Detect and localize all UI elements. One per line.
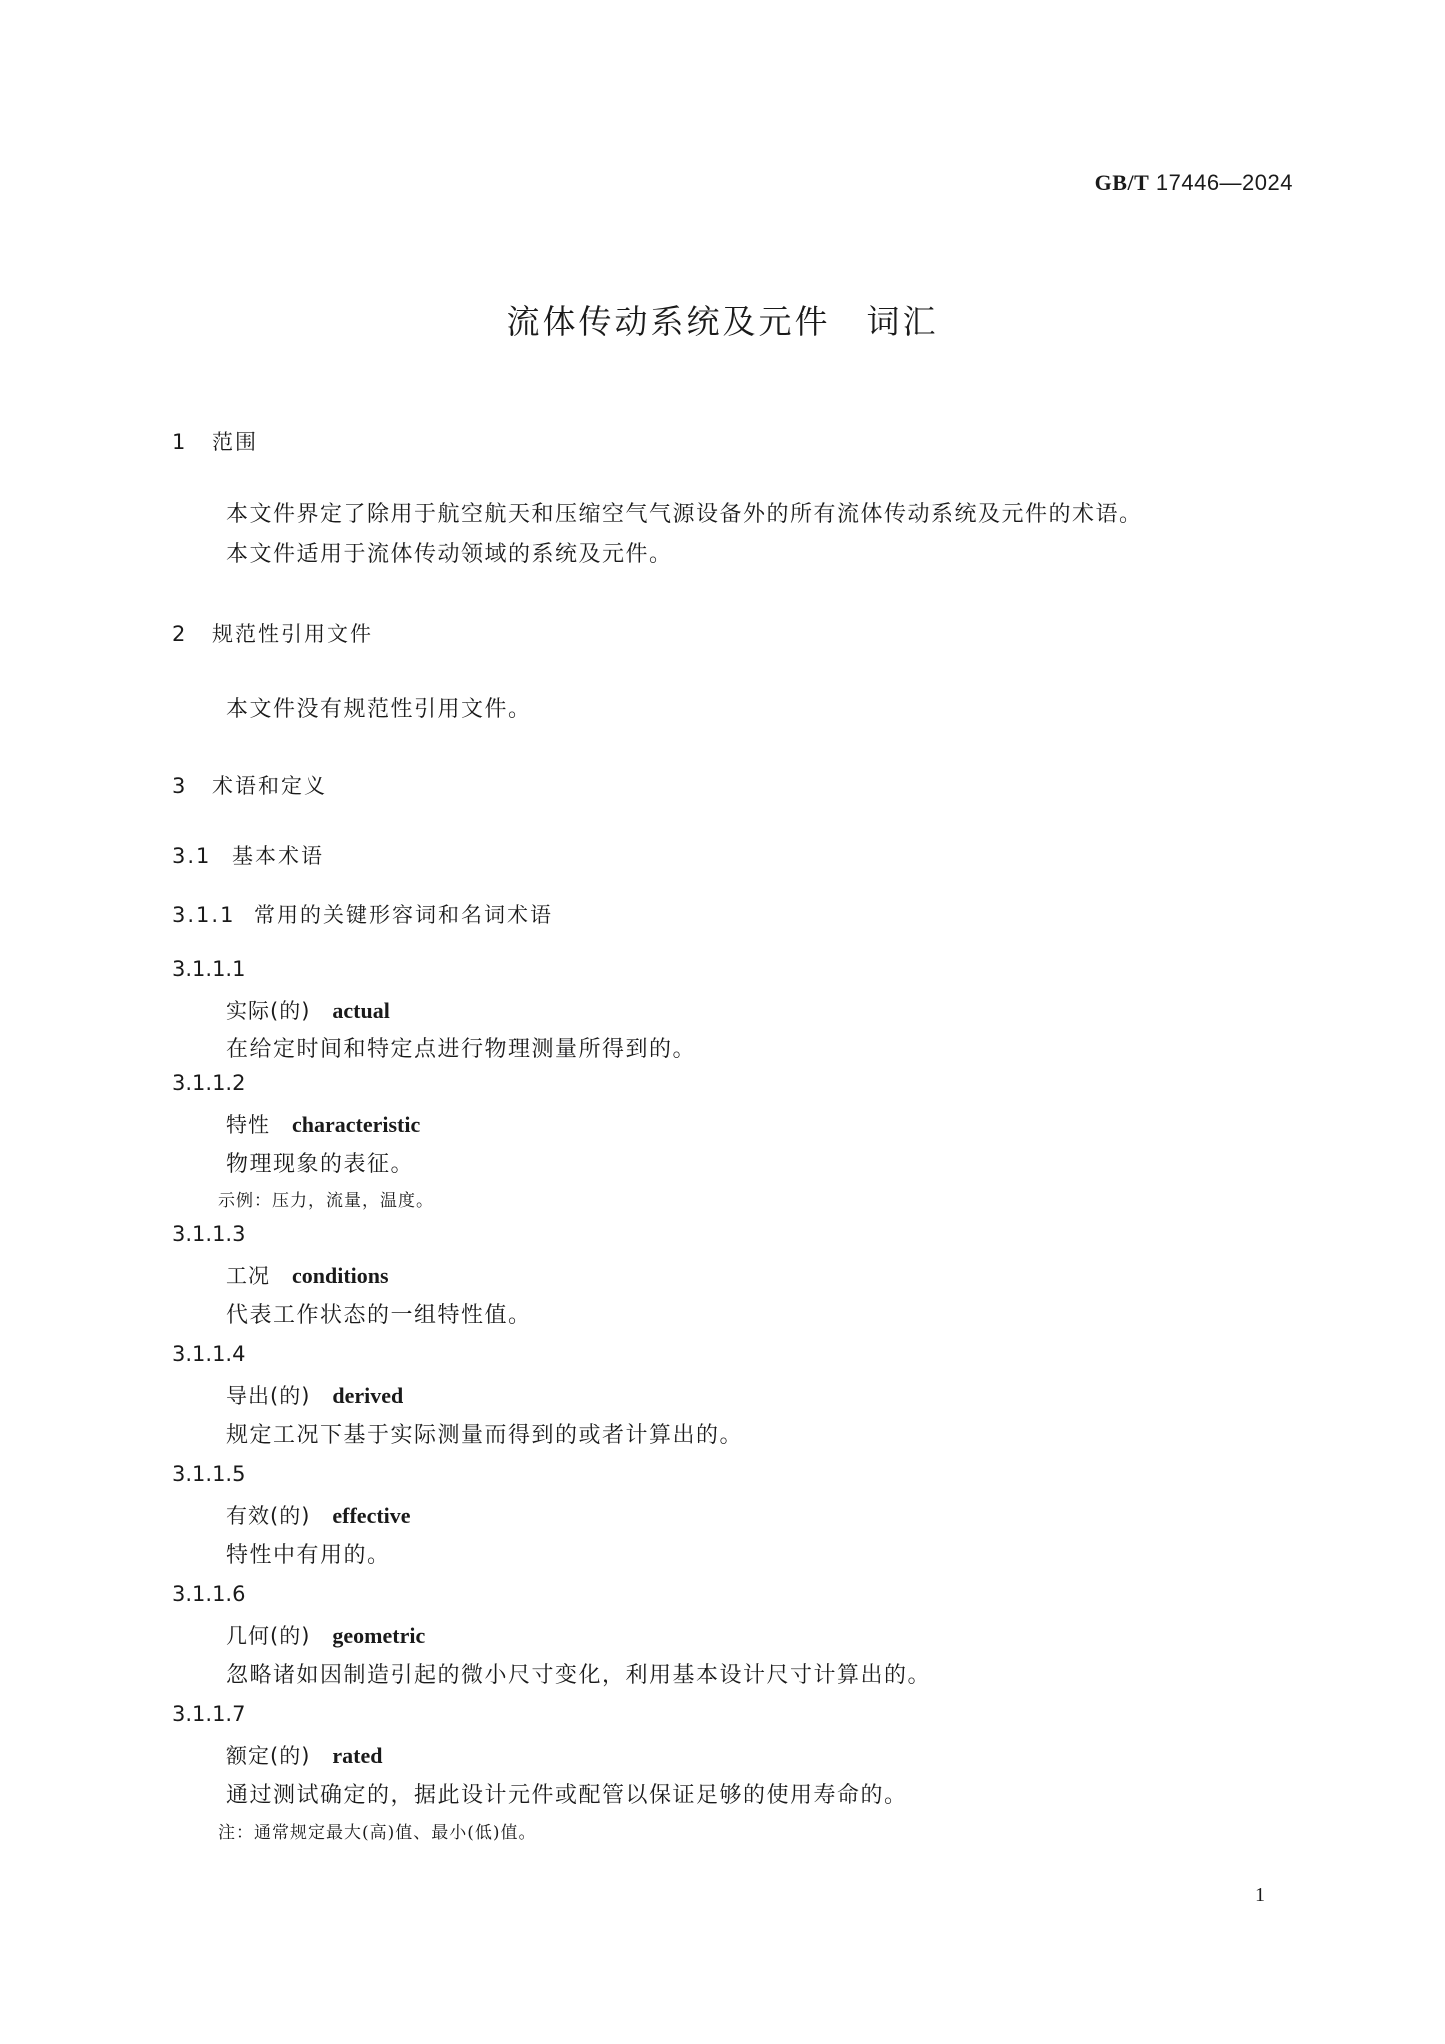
term-number: 3.1.1.6 — [172, 1582, 246, 1606]
term-example — [218, 1186, 434, 1211]
section-number: 3.1 — [172, 844, 212, 868]
scope-paragraph-1: 本文件界定了除用于航空航天和压缩空气气源设备外的所有流体传动系统及元件的术语。 — [226, 502, 1143, 527]
term-chinese: 额定(的) — [226, 1744, 311, 1768]
normative-references-paragraph: 本文件没有规范性引用文件。 — [226, 697, 532, 722]
example-label: 示例： — [218, 1191, 272, 1211]
section-title: 常用的关键形容词和名词术语 — [254, 903, 553, 927]
term-number: 3.1.1.5 — [172, 1462, 246, 1486]
term-number: 3.1.1.2 — [172, 1071, 246, 1095]
note-text: 通常规定最大(高)值、最小(低)值。 — [254, 1823, 537, 1843]
section-number: 3.1.1 — [172, 903, 236, 927]
term-number: 3.1.1.7 — [172, 1702, 246, 1726]
term-name — [226, 995, 390, 1025]
term-english: actual — [332, 998, 390, 1023]
term-chinese: 几何(的) — [226, 1624, 311, 1648]
term-name — [226, 1260, 389, 1290]
term-name — [226, 1109, 420, 1139]
scope-paragraph-2: 本文件适用于流体传动领域的系统及元件。 — [226, 542, 673, 567]
section-number: 2 — [172, 622, 188, 646]
note-label: 注： — [218, 1823, 254, 1843]
standard-prefix: GB/T — [1094, 170, 1150, 195]
section-2-heading — [172, 618, 373, 648]
term-name — [226, 1500, 411, 1530]
term-chinese: 实际(的) — [226, 999, 311, 1023]
standard-code — [1095, 170, 1293, 196]
term-english: geometric — [332, 1623, 426, 1648]
section-title: 范围 — [212, 430, 258, 454]
document-title: 流体传动系统及元件 词汇 — [506, 302, 939, 341]
term-definition: 在给定时间和特定点进行物理测量所得到的。 — [226, 1037, 697, 1062]
term-chinese: 有效(的) — [226, 1504, 311, 1528]
term-name — [226, 1380, 403, 1410]
term-definition: 规定工况下基于实际测量而得到的或者计算出的。 — [226, 1423, 744, 1448]
section-number: 1 — [172, 430, 188, 454]
term-number: 3.1.1.4 — [172, 1342, 246, 1366]
term-english: conditions — [292, 1263, 389, 1288]
term-number: 3.1.1.3 — [172, 1222, 246, 1246]
term-chinese: 工况 — [226, 1264, 270, 1288]
term-chinese: 导出(的) — [226, 1384, 311, 1408]
term-name — [226, 1740, 382, 1770]
term-chinese: 特性 — [226, 1113, 270, 1137]
term-definition: 物理现象的表征。 — [226, 1152, 415, 1177]
standard-number: 17446—2024 — [1155, 170, 1293, 195]
term-definition: 特性中有用的。 — [226, 1543, 391, 1568]
section-1-heading — [172, 426, 258, 456]
term-english: rated — [332, 1743, 383, 1768]
section-title: 术语和定义 — [212, 774, 327, 798]
term-name — [226, 1620, 425, 1650]
section-title: 基本术语 — [232, 844, 324, 868]
term-english: derived — [332, 1383, 404, 1408]
term-english: effective — [332, 1503, 411, 1528]
section-3-heading — [172, 770, 327, 800]
term-english: characteristic — [292, 1112, 421, 1137]
section-title: 规范性引用文件 — [212, 622, 373, 646]
page-number: 1 — [1255, 1884, 1265, 1906]
subsection-3-1-heading — [172, 840, 324, 870]
term-note — [218, 1818, 537, 1843]
term-definition: 忽略诸如因制造引起的微小尺寸变化，利用基本设计尺寸计算出的。 — [226, 1663, 932, 1688]
example-text: 压力，流量，温度。 — [272, 1191, 434, 1211]
term-number: 3.1.1.1 — [172, 957, 246, 981]
subsection-3-1-1-heading — [172, 899, 553, 929]
term-definition: 通过测试确定的，据此设计元件或配管以保证足够的使用寿命的。 — [226, 1783, 908, 1808]
section-number: 3 — [172, 774, 188, 798]
term-definition: 代表工作状态的一组特性值。 — [226, 1303, 532, 1328]
